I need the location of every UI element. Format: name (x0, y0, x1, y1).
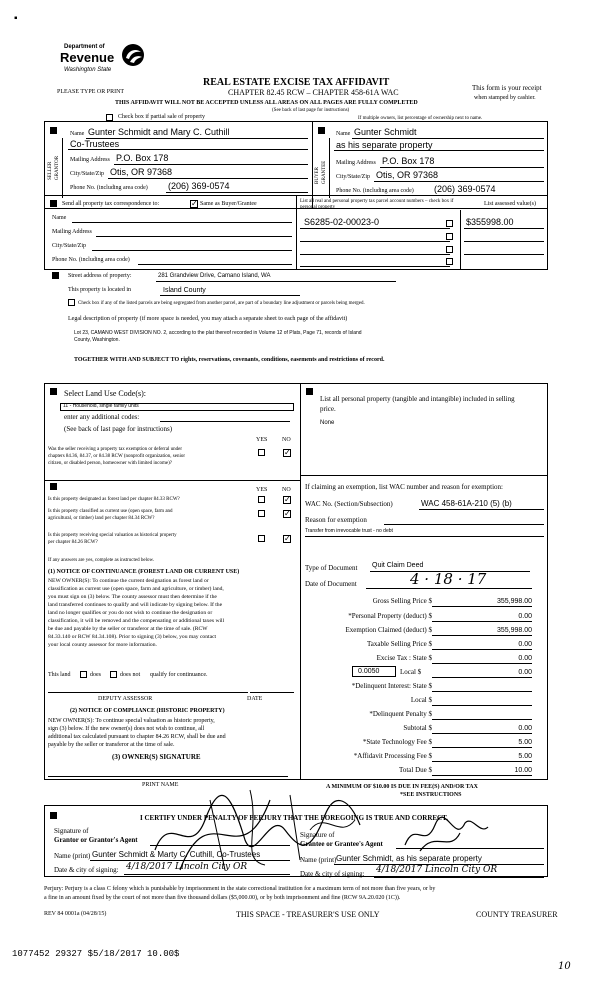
seller-phone-label: Phone No. (including area code) (70, 185, 148, 191)
wac-label: WAC No. (Section/Subsection) (305, 500, 393, 508)
assessed-value-header: List assessed value(s) (484, 201, 536, 207)
compliance-title: (2) NOTICE OF COMPLIANCE (HISTORIC PROPERTY) (70, 708, 225, 714)
seller-side-label: SELLER (48, 161, 53, 180)
grantor-name-label: Name (print) (54, 852, 91, 860)
document-type-field[interactable]: Quit Claim Deed (372, 562, 424, 569)
wac-field[interactable]: WAC 458-61A-210 (5) (b) (421, 499, 512, 508)
correspondence-label: Send all property tax correspondence to: (62, 201, 160, 207)
corr-mailing-label: Mailing Address (52, 229, 92, 235)
personal-property-checkbox-3[interactable] (446, 246, 453, 253)
corr-mailing-field[interactable] (96, 236, 292, 237)
segregated-label: Check box if any of the listed parcels are being segregated from another parcel, are part of a boundary line adjustment or parcels being merged. (78, 301, 365, 306)
exemption-claimed-label: Exemption Claimed (deduct) $ (345, 626, 432, 634)
seller-phone-field[interactable]: (206) 369-0574 (168, 181, 230, 191)
grantor-signature-field[interactable] (150, 845, 290, 846)
grantee-date-label: Date & city of signing: (300, 870, 365, 878)
grantee-sig-label-1: Signature of (300, 831, 335, 839)
local-tax-value[interactable]: 0.00 (518, 669, 532, 676)
additional-codes-label: enter any additional codes: (64, 413, 140, 421)
q-current-use-no[interactable]: ✓ (284, 509, 291, 518)
dor-logo (60, 42, 150, 82)
street-address-label: Street address of property: (68, 273, 132, 279)
grantor-side-label: GRANTOR (55, 155, 60, 180)
delinquent-interest-field[interactable] (432, 691, 532, 692)
gross-price-label: Gross Selling Price $ (372, 597, 432, 605)
buyer-name-field[interactable]: Gunter Schmidt (354, 127, 417, 137)
delinquent-local-label: Local $ (410, 696, 432, 704)
logo-state-label: Washington State (64, 67, 112, 73)
perjury-line-2: a fine in an amount fixed by the court of not more than five thousand dollars ($5,000.00), or by both imprisonment and fine (RCW 9A.20.020 (1C)). (44, 895, 401, 901)
yes-header-1: YES (256, 437, 268, 443)
total-due-label: Total Due $ (399, 766, 432, 774)
continuance-text: NEW OWNER(S): To continue the current designation as forest land or classification as current use (open space, farm and agriculture, or timber) land, you must sign on (3) below. The county assessor must then determine if the land transferred continues to qualify and will indicate by signing below. If the land no longer qualifies or you do not wish to continue the designation or classification, it will be removed and the compensating or additional taxes will be due and payable by the seller or transferor at the time of sale. (RCW 84.33.140 or RCW 84.34.108). Prior to signing (3) below, you may contact your local county assessor for more information. (48, 578, 225, 648)
print-name-label: PRINT NAME (142, 782, 179, 788)
grantor-date-field[interactable]: 4/18/2017 Lincoln City OR (126, 862, 248, 872)
completion-warning: THIS AFFIDAVIT WILL NOT BE ACCEPTED UNLESS ALL AREAS ON ALL PAGES ARE FULLY COMPLETED (115, 100, 418, 106)
q-current-use-text: Is this property classified as current use (open space, farm and agricultural, or timber) land per chapter 84.34 RCW? (48, 509, 173, 521)
personal-property-label-2: price. (320, 405, 336, 413)
qualify-label: qualify for continuance. (150, 672, 208, 678)
any-yes-note: If any answers are yes, complete as instructed below. (48, 558, 155, 563)
parcel-number-1[interactable]: S6285-02-00023-0 (304, 217, 380, 227)
buyer-city-label: City/State/Zip (336, 174, 370, 180)
seller-mailing-field[interactable]: P.O. Box 178 (116, 153, 169, 163)
parcels-header: List all real and personal property tax parcel account numbers – check box if personal property (300, 199, 454, 210)
parcel-number-4[interactable] (300, 266, 450, 267)
grantor-sig-label-2: Grantor or Grantor's Agent (54, 836, 138, 844)
buyer-phone-label: Phone No. (including area code) (336, 188, 414, 194)
exemption-claimed-value[interactable]: 355,998.00 (496, 627, 532, 634)
delinquent-local-field[interactable] (432, 705, 532, 706)
partial-sale-label: Check box if partial sale of property (118, 114, 205, 120)
taxable-price-value[interactable]: 0.00 (518, 641, 532, 648)
section-7-marker (306, 388, 313, 395)
corr-name-field[interactable] (72, 222, 292, 223)
q-historic-text: Is this property receiving special valuation as historical property per chapter 84.26 RCW? (48, 533, 177, 545)
parcel-number-3[interactable] (300, 254, 450, 255)
seller-name-line-2[interactable]: Co-Trustees (70, 139, 120, 149)
assessor-date-label: DATE (247, 696, 263, 702)
partial-sale-checkbox[interactable] (106, 114, 113, 121)
delinquent-penalty-label: *Delinquent Penalty $ (369, 710, 432, 718)
page-mark: 10 (558, 961, 571, 972)
seller-name-field[interactable]: Gunter Schmidt and Mary C. Cuthill (88, 127, 230, 137)
excise-state-value[interactable]: 0.00 (518, 655, 532, 662)
section-5-marker (50, 388, 57, 395)
delinquent-interest-label: *Delinquent Interest: State $ (351, 682, 432, 690)
grantee-signature-scribble (400, 815, 490, 855)
document-date-field[interactable]: 4 · 18 · 17 (410, 570, 487, 588)
assessor-date-field[interactable] (250, 692, 294, 693)
does-checkbox[interactable] (80, 671, 87, 678)
q-forest-no[interactable]: ✓ (284, 495, 291, 504)
multiple-owners-note: If multiple owners, list percentage of ownership next to name. (358, 116, 483, 121)
section-1-marker (50, 127, 57, 134)
certify-statement: I CERTIFY UNDER PENALTY OF PERJURY THAT THE FOREGOING IS TRUE AND CORRECT. (140, 814, 449, 822)
same-as-buyer-checkbox[interactable]: ✓ (191, 199, 198, 208)
land-use-code: 11 - Household, single family units (63, 403, 139, 409)
owner-signature-label: (3) OWNER(S) SIGNATURE (112, 753, 201, 761)
q-forest-yes[interactable] (258, 496, 265, 503)
q-historic-no[interactable]: ✓ (284, 534, 291, 543)
logo-swirl-icon (120, 42, 146, 68)
corr-city-field[interactable] (92, 250, 292, 251)
form-chapter: CHAPTER 82.45 RCW – CHAPTER 458-61A WAC (228, 88, 399, 97)
this-land-label: This land (48, 672, 71, 678)
buyer-name-line-2[interactable]: as his separate property (336, 140, 433, 150)
logo-revenue-label: Revenue (60, 50, 115, 65)
does-label: does (90, 672, 101, 678)
seller-city-label: City/State/Zip (70, 171, 104, 177)
corr-name-label: Name (52, 215, 67, 221)
state-tech-fee-label: *State Technology Fee $ (362, 738, 432, 746)
located-in-label: This property is located in (68, 287, 131, 293)
seller-mailing-label: Mailing Address (70, 157, 110, 163)
taxable-price-label: Taxable Selling Price $ (366, 640, 432, 648)
seller-city-field[interactable]: Otis, OR 97368 (110, 167, 173, 177)
deputy-assessor-label: DEPUTY ASSESSOR (98, 696, 153, 702)
buyer-name-label: Name (336, 131, 351, 137)
exemption-label: If claiming an exemption, list WAC number and reason for exemption: (305, 483, 503, 491)
street-address-field[interactable]: 281 Grandview Drive, Camano Island, WA (158, 273, 271, 279)
buyer-city-field[interactable]: Otis, OR 97368 (376, 170, 439, 180)
q-exemption-yes[interactable] (258, 449, 265, 456)
does-not-label: does not (120, 672, 141, 678)
grantor-sig-label-1: Signature of (54, 827, 89, 835)
gross-price-value[interactable]: 355,998.00 (496, 598, 532, 605)
together-with-text: TOGETHER WITH AND SUBJECT TO rights, reservations, covenants, conditions, easements and restrictions of record. (74, 357, 385, 363)
parcel-number-2[interactable] (300, 241, 450, 242)
q-historic-yes[interactable] (258, 535, 265, 542)
local-tax-label: Local $ (400, 668, 422, 676)
personal-property-checkbox-2[interactable] (446, 233, 453, 240)
subtotal-value[interactable]: 0.00 (518, 725, 532, 732)
assessed-value-1[interactable]: $355998.00 (466, 217, 514, 227)
compliance-text: NEW OWNER(S): To continue special valuation as historic property, sign (3) below. If the new owner(s) does not wish to continue, all additional tax calculated pursuant to chapter 84.26 RCW, shall be due and payable by the seller or transferor at the time of sale. (48, 718, 226, 749)
legal-description-line-2[interactable]: County, Washington. (74, 337, 120, 343)
personal-property-checkbox-4[interactable] (446, 258, 453, 265)
segregated-checkbox[interactable] (68, 299, 75, 306)
buyer-mailing-label: Mailing Address (336, 160, 376, 166)
grantee-name-field[interactable]: Gunter Schmidt, as his separate property (336, 854, 482, 863)
buyer-side-label: BUYER (315, 167, 320, 184)
treasurer-use-label: THIS SPACE - TREASURER'S USE ONLY (236, 910, 380, 919)
section-3-marker (50, 200, 57, 207)
section-8-marker (50, 812, 57, 819)
no-header-1: NO (282, 437, 291, 443)
county-treasurer-label: COUNTY TREASURER (476, 910, 558, 919)
receipt-stamp: 1077452 29327 $5/18/2017 10.00$ (12, 949, 180, 959)
section-6-marker (50, 483, 57, 490)
grantee-signature-field[interactable] (396, 848, 544, 849)
excise-state-label: Excise Tax : State $ (376, 654, 432, 662)
personal-property-checkbox-1[interactable] (446, 220, 453, 227)
continuance-title: (1) NOTICE OF CONTINUANCE (FOREST LAND OR CURRENT USE) (48, 569, 240, 575)
receipt-note-1: This form is your receipt (472, 84, 542, 92)
delinquent-penalty-field[interactable] (432, 719, 532, 720)
buyer-phone-field[interactable]: (206) 369-0574 (434, 184, 496, 194)
receipt-note-2: when stamped by cashier. (474, 95, 536, 101)
form-title: REAL ESTATE EXCISE TAX AFFIDAVIT (203, 77, 390, 88)
land-use-label: Select Land Use Code(s): (64, 389, 146, 398)
land-use-see-back: (See back of last page for instructions) (64, 425, 173, 433)
corr-city-label: City/State/Zip (52, 243, 86, 249)
yes-header-2: YES (256, 487, 268, 493)
legal-description-line-1[interactable]: Lot 23, CAMANO WEST DIVISION NO. 2, according to the plat thereof recorded in Volume 12 of Plats, Page 71, records of Island (74, 330, 362, 336)
see-instructions-note: *SEE INSTRUCTIONS (400, 792, 462, 798)
document-type-label: Type of Document (305, 564, 358, 572)
logo-dept-label: Department of (64, 44, 105, 50)
seller-name-label: Name (70, 131, 85, 137)
buyer-mailing-field[interactable]: P.O. Box 178 (382, 156, 435, 166)
local-rate-value: 0.0050 (358, 668, 380, 675)
q-forest-text: Is this property designated as forest land per chapter 84.33 RCW? (48, 497, 180, 502)
legal-description-label: Legal description of property (if more space is needed, you may attach a separate sheet to each page of the affidavit) (68, 316, 348, 322)
grantor-name-field[interactable]: Gunter Schmidt & Marty C. Cuthill, Co-Trustees (92, 850, 261, 859)
state-tech-fee-value[interactable]: 5.00 (518, 739, 532, 746)
county-field[interactable]: Island County (163, 287, 206, 294)
form-revision: REV 84 0001a (04/28/15) (44, 911, 107, 917)
section-4-marker (52, 272, 59, 279)
grantor-date-label: Date & city of signing: (54, 866, 119, 874)
type-or-print: PLEASE TYPE OR PRINT (57, 89, 125, 95)
total-due-value[interactable]: 10.00 (514, 767, 532, 774)
grantee-side-label: GRANTEE (322, 160, 327, 184)
personal-property-label-1: List all personal property (tangible and intangible) included in selling (320, 395, 515, 403)
exemption-reason-label: Reason for exemption (305, 516, 367, 524)
grantee-date-field[interactable]: 4/18/2017 Lincoln City OR (376, 865, 498, 875)
personal-deduct-value[interactable]: 0.00 (518, 613, 532, 620)
no-header-2: NO (282, 487, 291, 493)
additional-codes-field[interactable] (160, 421, 290, 422)
q-exemption-no[interactable]: ✓ (284, 448, 291, 457)
q-exemption-text: Was the seller receiving a property tax exemption or deferral under chapters 84.36, 84.37, or 84.38 RCW (nonprofit organization, senior citizen, or disabled person, homeowner with limited income)? (48, 447, 186, 466)
section-2-marker (318, 127, 325, 134)
deputy-assessor-field[interactable] (48, 692, 248, 693)
personal-property-value[interactable]: None (320, 420, 335, 426)
exemption-reason-field[interactable]: Transfer from irrevocable trust - no debt (305, 528, 393, 534)
personal-deduct-label: *Personal Property (deduct) $ (348, 612, 432, 620)
same-as-buyer-label: Same as Buyer/Grantee (200, 201, 257, 207)
q-current-use-yes[interactable] (258, 510, 265, 517)
affidavit-fee-label: *Affidavit Processing Fee $ (353, 752, 432, 760)
document-date-label: Date of Document (305, 580, 357, 588)
minimum-fee-note: A MINIMUM OF $10.00 IS DUE IN FEE(S) AND/OR TAX (326, 784, 478, 790)
affidavit-fee-value[interactable]: 5.00 (518, 753, 532, 760)
corr-phone-field[interactable] (138, 264, 292, 265)
perjury-line-1: Perjury: Perjury is a class C felony which is punishable by imprisonment in the state correctional institution for a maximum term of not more than five years, or by (44, 886, 436, 892)
see-back-note: (See back of last page for instructions) (272, 108, 350, 113)
grantee-name-label: Name (print) (300, 856, 337, 864)
subtotal-label: Subtotal $ (403, 724, 432, 732)
grantee-sig-label-2: Grantee or Grantee's Agent (300, 840, 383, 848)
corr-phone-label: Phone No. (including area code) (52, 257, 130, 263)
corner-mark: ▪ (14, 13, 18, 24)
does-not-checkbox[interactable] (110, 671, 117, 678)
